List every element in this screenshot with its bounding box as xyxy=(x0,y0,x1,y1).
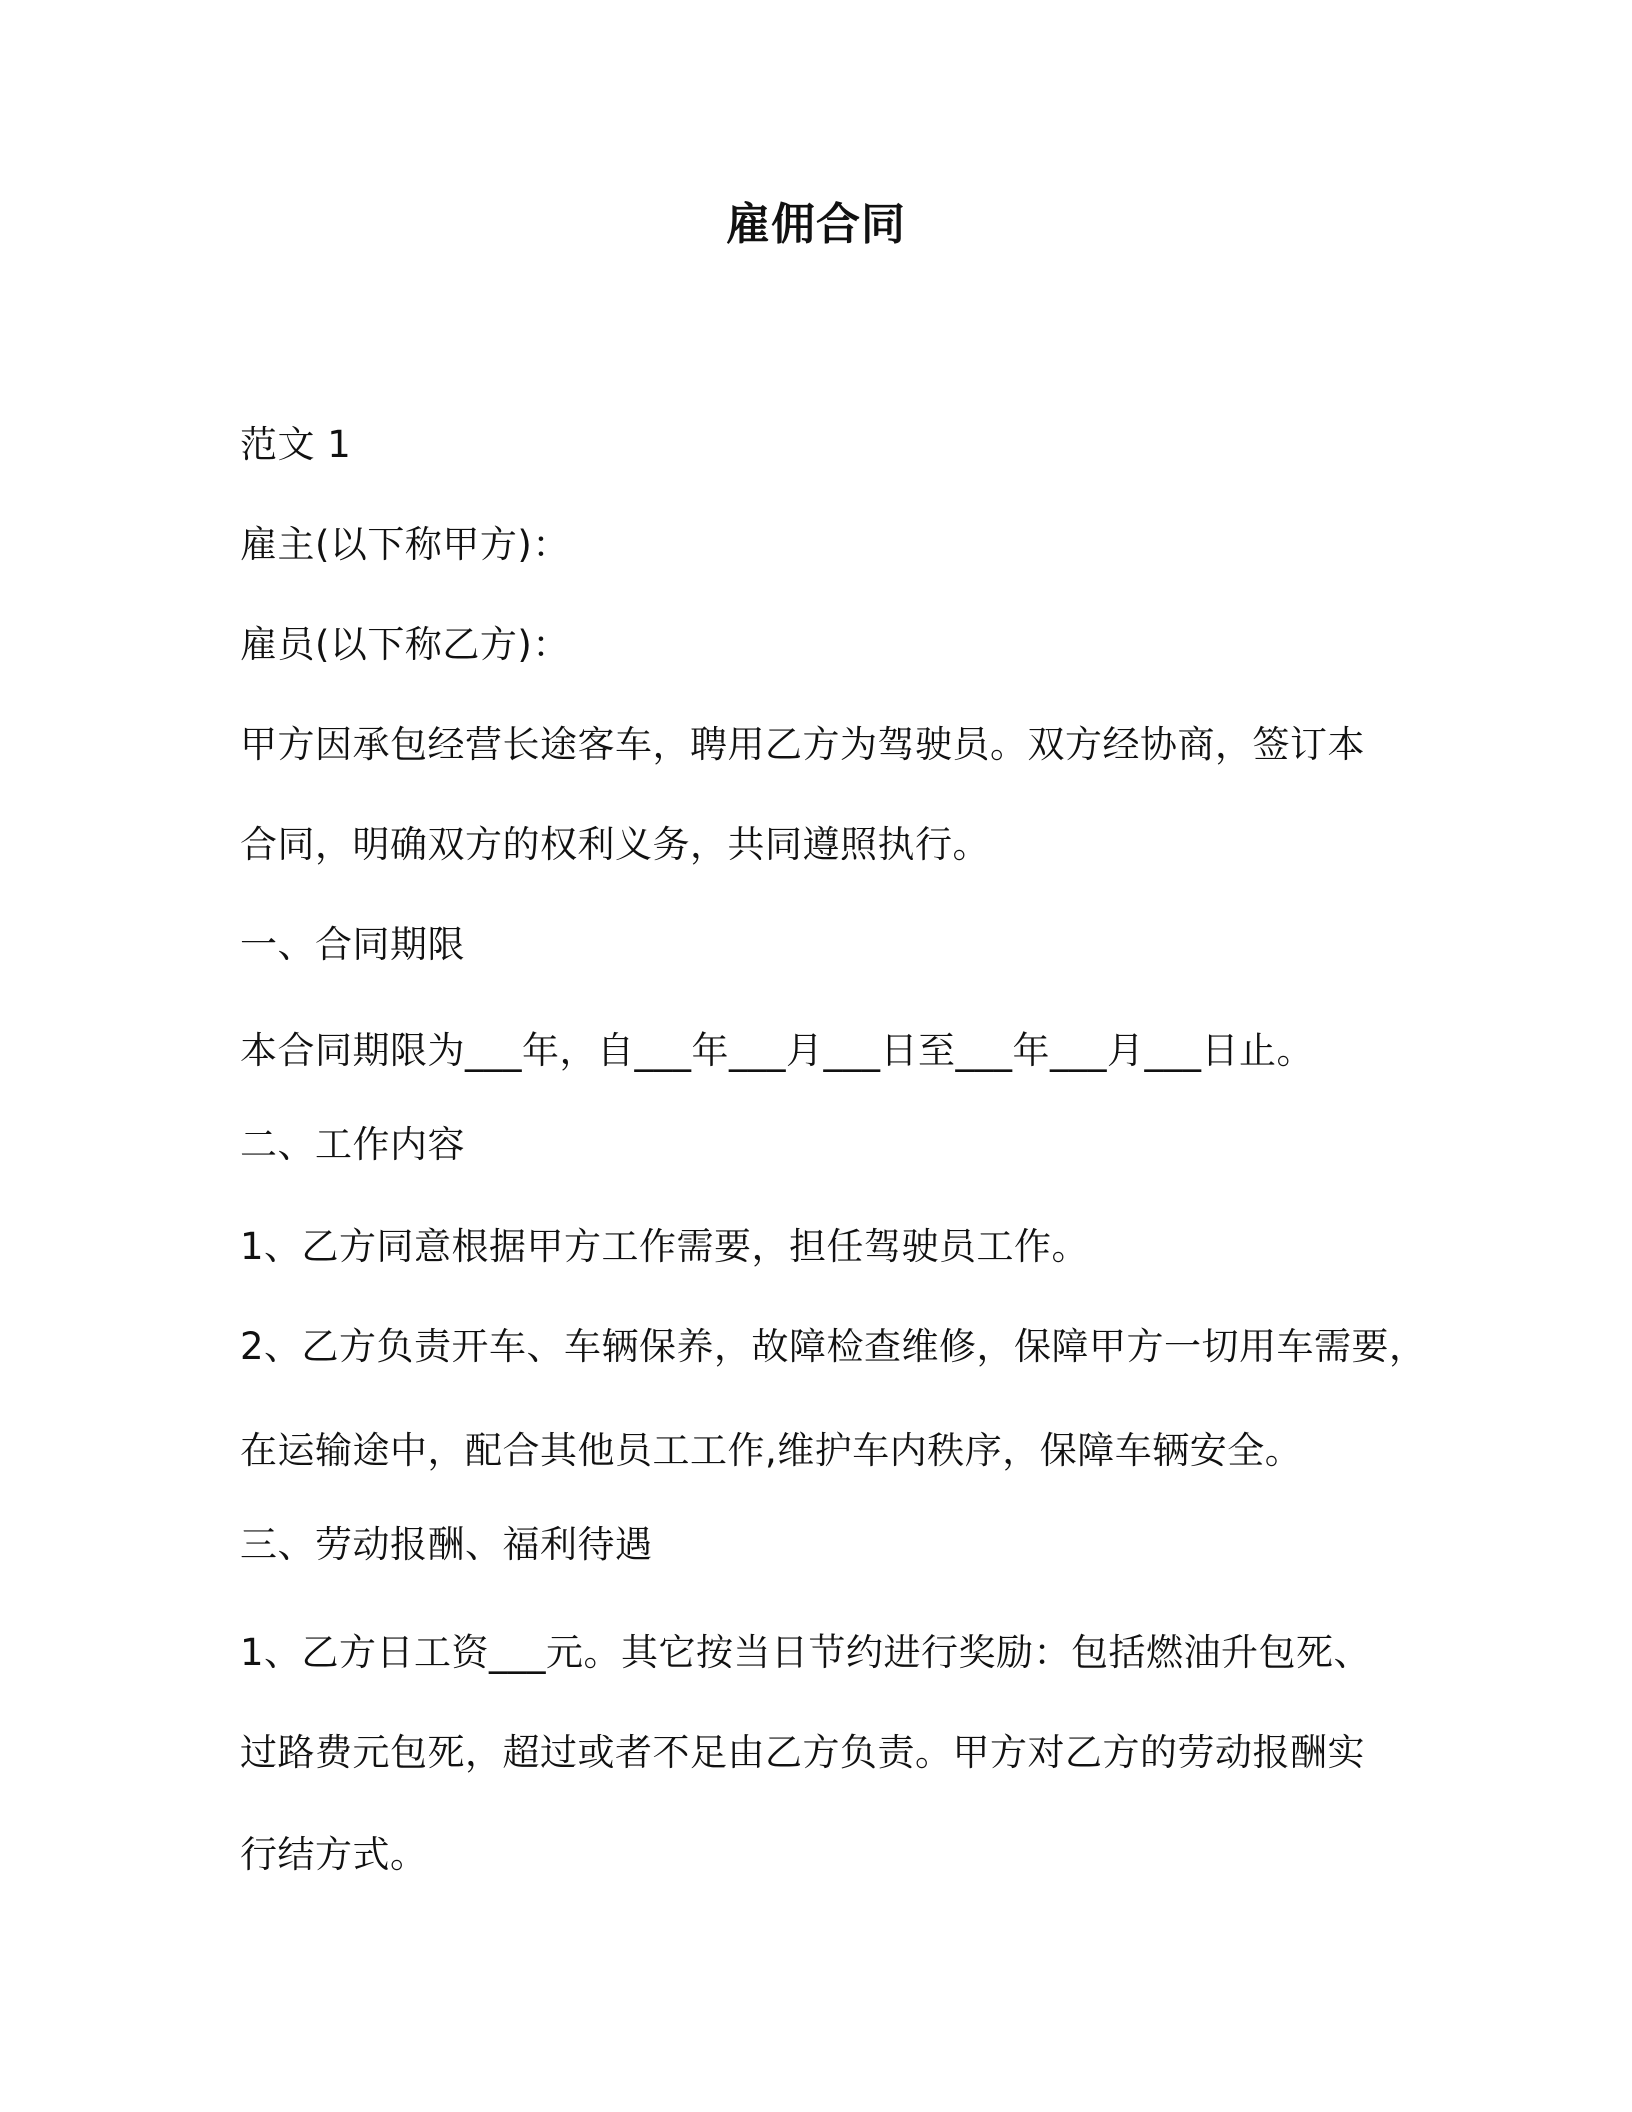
sample-label: 范文 1 xyxy=(240,423,352,466)
section-heading-pay: 三、劳动报酬、福利待遇 xyxy=(240,1523,653,1566)
pay-clause-1-line-2: 过路费元包死，超过或者不足由乙方负责。甲方对乙方的劳动报酬实 xyxy=(240,1731,1365,1774)
work-clause-2-line-1: 2、乙方负责开车、车辆保养，故障检查维修，保障甲方一切用车需要， xyxy=(240,1325,1427,1368)
term-clause: 本合同期限为___年，自___年___月___日至___年___月___日止。 xyxy=(240,1029,1314,1072)
work-clause-2-line-2: 在运输途中，配合其他员工工作,维护车内秩序，保障车辆安全。 xyxy=(240,1429,1303,1472)
section-heading-work: 二、工作内容 xyxy=(240,1123,465,1166)
employee-line: 雇员(以下称乙方)： xyxy=(240,623,570,666)
preamble-line-2: 合同，明确双方的权利义务，共同遵照执行。 xyxy=(240,823,990,866)
employer-line: 雇主(以下称甲方)： xyxy=(240,523,570,566)
preamble-line-1: 甲方因承包经营长途客车，聘用乙方为驾驶员。双方经协商，签订本 xyxy=(240,723,1365,766)
pay-clause-1-line-1: 1、乙方日工资___元。其它按当日节约进行奖励：包括燃油升包死、 xyxy=(240,1631,1372,1674)
section-heading-term: 一、合同期限 xyxy=(240,923,465,966)
document-title: 雇佣合同 xyxy=(726,199,906,250)
pay-clause-1-line-3: 行结方式。 xyxy=(240,1833,428,1876)
work-clause-1: 1、乙方同意根据甲方工作需要，担任驾驶员工作。 xyxy=(240,1225,1090,1268)
